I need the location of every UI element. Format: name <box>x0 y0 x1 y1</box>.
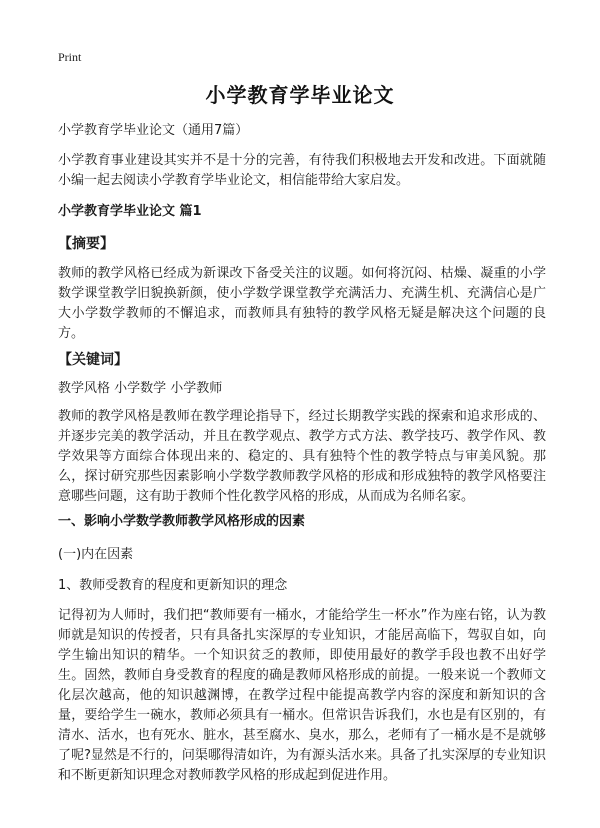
subsection-heading: (一)内在因素 <box>58 547 134 562</box>
subsection-item-heading: 1、教师受教育的程度和更新知识的理念 <box>58 578 288 593</box>
page-title: 小学教育学毕业论文 <box>205 83 395 107</box>
body-paragraph-1: 教师的教学风格是教师在教学理论指导下，经过长期教学实践的探索和追求形成的、并逐步完美的教学活动，并且在教学观点、教学方式方法、教学技巧、教学作风、教学效果等方面综合体现出来的、稳定的、具有独特个性的教学特点与审美风貌。那么，探讨研究那些因素影响小学数学教师教学风格的形成和形成独特的教学风格要注意哪些问题，这有助于教师个性化教学风格的形成，从而成为名师名家。 <box>58 409 546 504</box>
document-subtitle: 小学教育学毕业论文（通用7篇） <box>58 123 249 138</box>
part1-heading: 小学教育学毕业论文 篇1 <box>58 204 202 219</box>
keywords-text: 教学风格 小学数学 小学教师 <box>58 381 223 396</box>
keywords-heading: 【关键词】 <box>58 352 128 368</box>
section1-heading: 一、影响小学数学教师教学风格形成的因素 <box>58 514 306 529</box>
print-link[interactable]: Print <box>58 50 82 64</box>
abstract-heading: 【摘要】 <box>58 236 114 252</box>
abstract-body: 教师的教学风格已经成为新课改下备受关注的议题。如何将沉闷、枯燥、凝重的小学数学课堂教学旧貌换新颜，使小学数学课堂教学充满活力、充满生机、充满信心是广大小学数学教师的不懈追求，而教师具有独特的教学风格无疑是解决这个问题的良方。 <box>58 266 546 341</box>
body-paragraph-2: 记得初为人师时，我们把“教师要有一桶水，才能给学生一杯水”作为座右铭，认为教师就是知识的传授者，只有具备扎实深厚的专业知识，才能居高临下，驾驭自如，向学生输出知识的精华。一个知识贫乏的教师，即使用最好的教学手段也教不出好学生。固然，教师自身受教育的程度的确是教师风格形成的前提。一般来说一个教师文化层次越高，他的知识越渊博，在教学过程中能提高教学内容的深度和新知识的含量，要给学生一碗水，教师必须具有一桶水。但常识告诉我们，水也是有区别的，有清水、活水，也有死水、脏水，甚至腐水、臭水，那么，老师有了一桶水是不是就够了呢?显然是不行的，问渠哪得清如许，为有源头活水来。具备了扎实深厚的专业知识和不断更新知识理念对教师教学风格的形成起到促进作用。 <box>58 608 546 783</box>
intro-paragraph: 小学教育事业建设其实并不是十分的完善，有待我们积极地去开发和改进。下面就随小编一起去阅读小学教育学毕业论文，相信能带给大家启发。 <box>58 153 546 188</box>
